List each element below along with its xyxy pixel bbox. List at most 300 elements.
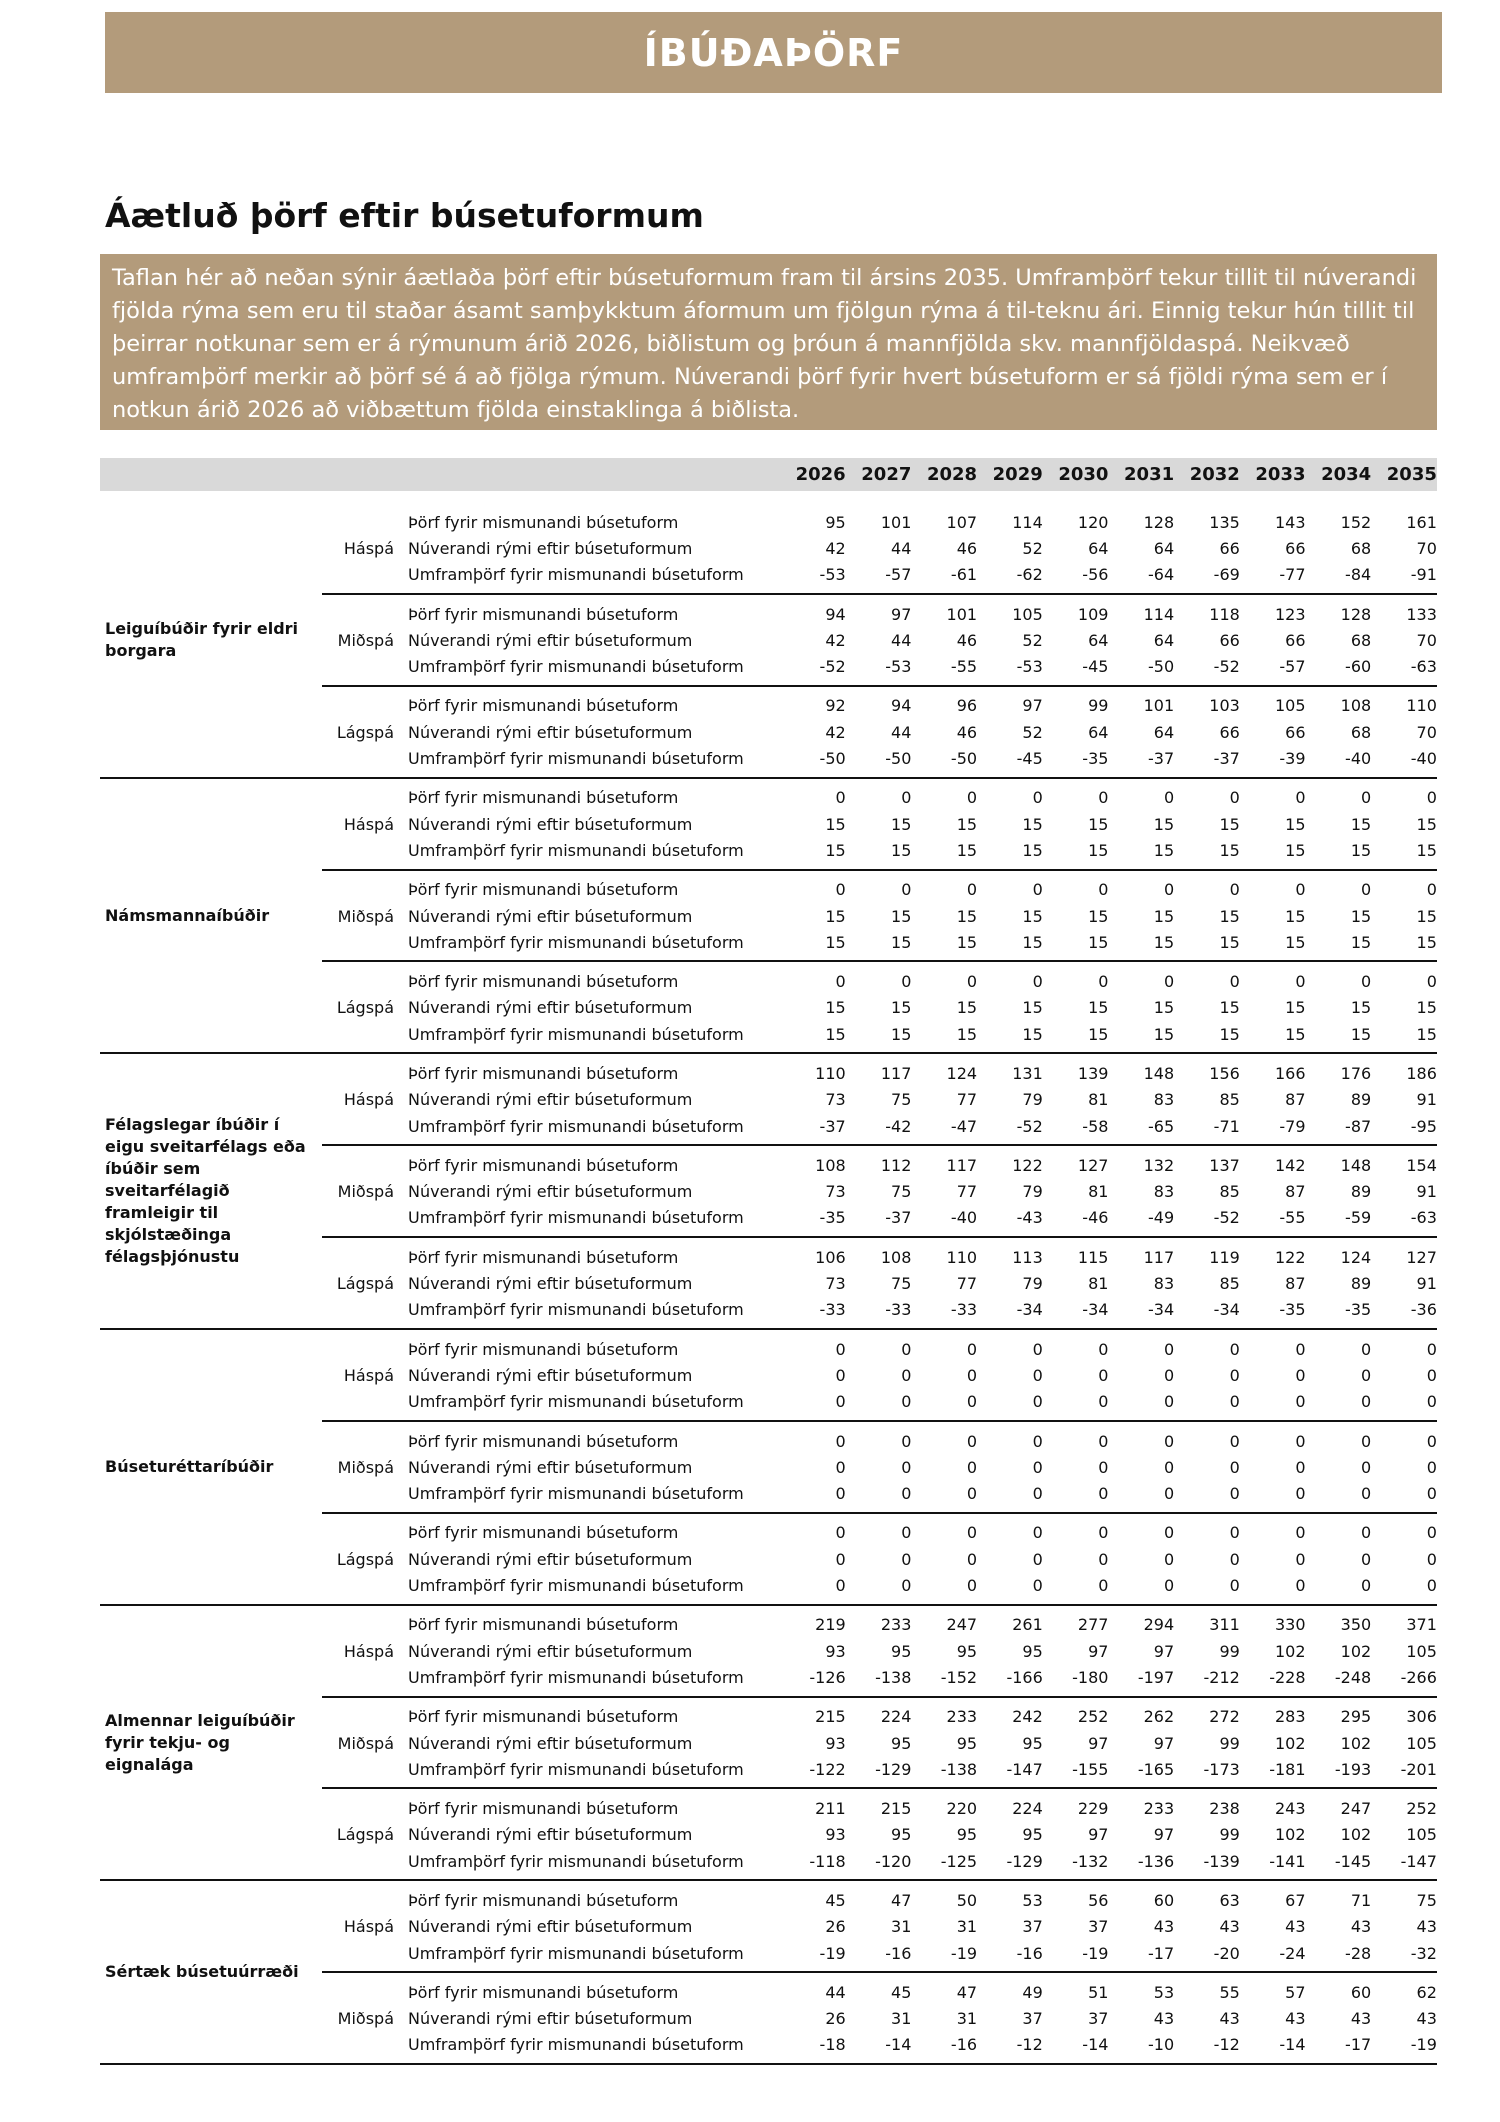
cell-value: 110 (815, 1063, 846, 1083)
cell-value: 43 (1153, 2009, 1175, 2029)
table-row (408, 1848, 1437, 1874)
scenario-name: Miðspá (337, 1733, 394, 1753)
cell-value: 0 (1295, 880, 1306, 900)
table-row (408, 1795, 1437, 1821)
table-row (408, 562, 1437, 588)
cell-value: 49 (1022, 1982, 1043, 2002)
cell-value: 43 (1416, 2009, 1437, 2029)
cell-value: 0 (901, 788, 912, 808)
row-label: Umframþörf fyrir mismunandi búsetuform (408, 1024, 744, 1044)
scenario-group (322, 1422, 1437, 1514)
cell-value: 0 (835, 1549, 846, 1569)
cell-value: 311 (1209, 1615, 1240, 1635)
cell-value: 0 (1032, 1576, 1043, 1596)
cell-value: -125 (940, 1851, 978, 1871)
row-label: Umframþörf fyrir mismunandi búsetuform (408, 1300, 744, 1320)
cell-value: 128 (1143, 512, 1175, 532)
cell-value: 0 (1361, 788, 1372, 808)
scenario-name: Háspá (343, 1917, 394, 1937)
table-row (408, 1887, 1437, 1913)
cell-value: 0 (1032, 1431, 1043, 1451)
table-row (408, 929, 1437, 955)
cell-value: 79 (1022, 1090, 1043, 1110)
cell-value: 66 (1219, 722, 1240, 742)
cell-value: 97 (1153, 1733, 1175, 1753)
cell-value: -37 (819, 1116, 846, 1136)
category-name: Námsmannaíbúðir (105, 905, 270, 925)
cell-value: 15 (1153, 814, 1175, 834)
cell-value: -173 (1203, 1759, 1240, 1779)
cell-value: 45 (825, 1891, 846, 1910)
cell-value: 0 (1426, 972, 1437, 992)
cell-value: 0 (1426, 1457, 1437, 1477)
cell-value: 15 (1350, 840, 1372, 860)
table-row (408, 601, 1437, 627)
cell-value: 83 (1153, 1182, 1175, 1202)
cell-value: 44 (891, 538, 912, 558)
cell-value: -19 (819, 1943, 846, 1963)
cell-value: -34 (1016, 1300, 1043, 1320)
category-group (100, 1881, 1437, 2065)
cell-value: 57 (1285, 1982, 1306, 2002)
table-row (408, 1914, 1437, 1940)
cell-value: 15 (1219, 932, 1240, 952)
cell-value: 15 (956, 840, 978, 860)
category-group (100, 1330, 1437, 1606)
cell-value: -55 (950, 657, 978, 677)
cell-value: -14 (1082, 2035, 1109, 2055)
cell-value: 106 (815, 1247, 846, 1267)
cell-value: 95 (956, 1641, 978, 1661)
row-label: Þörf fyrir mismunandi búsetuform (408, 604, 679, 624)
cell-value: 262 (1143, 1707, 1175, 1727)
cell-value: -120 (875, 1851, 912, 1871)
cell-value: 43 (1350, 2009, 1372, 2029)
cell-value: 102 (1340, 1733, 1372, 1753)
cell-value: 0 (901, 1576, 912, 1596)
scenario-list (322, 1881, 1437, 2063)
cell-value: 118 (1209, 604, 1240, 624)
scenario-name: Lágspá (336, 1825, 394, 1845)
cell-value: 0 (1098, 1549, 1109, 1569)
year-header: 2032 (1189, 464, 1240, 485)
table-row (408, 1362, 1437, 1388)
scenario-group (322, 1606, 1437, 1698)
cell-value: 31 (891, 2009, 912, 2029)
banner-title: ÍBÚÐAÞÖRF (643, 30, 904, 75)
scenario-group (322, 595, 1437, 687)
scenario-group (322, 1054, 1437, 1146)
scenario-group (322, 1881, 1437, 1973)
cell-value: 75 (891, 1182, 912, 1202)
cell-value: 219 (815, 1615, 846, 1635)
cell-value: 15 (1022, 1024, 1043, 1044)
scenario-rows (408, 1152, 1437, 1231)
cell-value: 75 (891, 1090, 912, 1110)
cell-value: 0 (901, 880, 912, 900)
cell-value: 73 (825, 1274, 846, 1294)
cell-value: 43 (1416, 1917, 1437, 1937)
cell-value: 117 (946, 1155, 978, 1175)
year-header: 2034 (1321, 464, 1372, 485)
scenario-list (322, 1054, 1437, 1328)
row-label: Núverandi rými eftir búsetuformum (408, 1365, 693, 1385)
cell-value: 15 (1416, 906, 1437, 926)
scenario-rows (408, 1244, 1437, 1323)
cell-value: 15 (1022, 814, 1043, 834)
scenario-name: Háspá (343, 1090, 394, 1110)
cell-value: 0 (1295, 1392, 1306, 1412)
table-row (408, 1572, 1437, 1598)
cell-value: -47 (950, 1116, 978, 1136)
cell-value: 0 (901, 1549, 912, 1569)
scenario-rows (408, 1795, 1437, 1874)
table-row (408, 1704, 1437, 1730)
cell-value: 51 (1088, 1982, 1109, 2002)
cell-value: 95 (1022, 1733, 1043, 1753)
table-row (408, 1336, 1437, 1362)
cell-value: 85 (1219, 1090, 1240, 1110)
cell-value: 107 (946, 512, 978, 532)
cell-value: -166 (1006, 1667, 1043, 1687)
scenario-group (322, 1973, 1437, 2063)
cell-value: 0 (835, 972, 846, 992)
cell-value: 37 (1022, 1917, 1043, 1937)
cell-value: 0 (835, 1484, 846, 1504)
cell-value: -37 (1213, 749, 1240, 769)
cell-value: 43 (1219, 1917, 1240, 1937)
cell-value: 0 (1032, 1457, 1043, 1477)
cell-value: 252 (1406, 1799, 1437, 1819)
cell-value: 15 (1022, 998, 1043, 1018)
row-label: Umframþörf fyrir mismunandi búsetuform (408, 1208, 744, 1228)
cell-value: -71 (1213, 1116, 1240, 1136)
cell-value: 186 (1406, 1063, 1437, 1083)
table-row (408, 1087, 1437, 1113)
scenario-group (322, 1330, 1437, 1422)
cell-value: 15 (1416, 932, 1437, 952)
cell-value: 0 (1295, 788, 1306, 808)
year-header: 2029 (992, 464, 1043, 485)
row-label: Þörf fyrir mismunandi búsetuform (408, 512, 679, 532)
cell-value: 0 (1098, 880, 1109, 900)
cell-value: 0 (1426, 1339, 1437, 1359)
cell-value: 148 (1340, 1155, 1372, 1175)
row-label: Þörf fyrir mismunandi búsetuform (408, 1523, 679, 1543)
scenario-name: Miðspá (337, 1457, 394, 1477)
cell-value: -59 (1345, 1208, 1372, 1228)
cell-value: 31 (956, 1917, 978, 1937)
row-label: Núverandi rými eftir búsetuformum (408, 538, 693, 558)
cell-value: 0 (1032, 1365, 1043, 1385)
cell-value: 15 (956, 906, 978, 926)
cell-value: 252 (1077, 1707, 1109, 1727)
row-label: Umframþörf fyrir mismunandi búsetuform (408, 1484, 744, 1504)
cell-value: 99 (1219, 1825, 1240, 1845)
table-header-row (100, 458, 1437, 491)
cell-value: 108 (880, 1247, 912, 1267)
cell-value: 220 (946, 1799, 978, 1819)
row-label: Þörf fyrir mismunandi búsetuform (408, 788, 679, 808)
cell-value: -64 (1147, 565, 1175, 585)
cell-value: 66 (1285, 538, 1306, 558)
cell-value: -132 (1072, 1851, 1109, 1871)
table-row (408, 745, 1437, 771)
cell-value: -12 (1016, 2035, 1043, 2055)
cell-value: -37 (1147, 749, 1175, 769)
cell-value: 113 (1012, 1247, 1043, 1267)
cell-value: 52 (1022, 630, 1043, 650)
cell-value: 261 (1012, 1615, 1043, 1635)
row-label: Þörf fyrir mismunandi búsetuform (408, 1707, 679, 1727)
table-row (408, 968, 1437, 994)
cell-value: 0 (1163, 788, 1175, 808)
row-label: Núverandi rými eftir búsetuformum (408, 1549, 693, 1569)
cell-value: 161 (1406, 512, 1437, 532)
cell-value: -40 (1345, 749, 1372, 769)
cell-value: 52 (1022, 722, 1043, 742)
row-label: Þörf fyrir mismunandi búsetuform (408, 1982, 679, 2002)
table-body (100, 503, 1437, 2065)
cell-value: 15 (1088, 998, 1109, 1018)
cell-value: -34 (1213, 1300, 1240, 1320)
cell-value: -35 (1345, 1300, 1372, 1320)
row-label: Umframþörf fyrir mismunandi búsetuform (408, 840, 744, 860)
scenario-group (322, 503, 1437, 595)
cell-value: -65 (1147, 1116, 1175, 1136)
cell-value: 62 (1416, 1982, 1437, 2002)
cell-value: 15 (1153, 1024, 1175, 1044)
cell-value: 0 (1098, 1365, 1109, 1385)
table-row (408, 1546, 1437, 1572)
cell-value: -50 (885, 749, 912, 769)
row-label: Umframþörf fyrir mismunandi búsetuform (408, 932, 744, 952)
cell-value: -42 (885, 1116, 912, 1136)
cell-value: 15 (956, 1024, 978, 1044)
cell-value: 0 (1295, 1457, 1306, 1477)
cell-value: 156 (1209, 1063, 1240, 1083)
cell-value: 15 (1285, 840, 1306, 860)
intro-text: Taflan hér að neðan sýnir áætlaða þörf eftir búsetuformum fram til ársins 2035. Umframþörf tekur tillit til núverandi fjölda rýma sem eru til staðar ásamt samþykktum áformum um fjölgun rýma á til-teknu ári. Einnig tekur hún tillit til þeirrar notkunar sem er á rýmunum árið 2026, biðlistum og þróun á mannfjölda skv. mannfjöldaspá. Neikvæð umframþörf merkir að þörf sé á að fjölga rýmum. Núverandi þörf fyrir hvert búsetuform er sá fjöldi rýma sem er í notkun árið 2026 að viðbættum fjölda einstaklinga á biðlista. (100, 254, 1437, 430)
cell-value: -63 (1410, 1208, 1437, 1228)
cell-value: 0 (1032, 880, 1043, 900)
cell-value: 0 (1098, 1484, 1109, 1504)
cell-value: 0 (835, 1365, 846, 1385)
cell-value: 0 (1361, 1484, 1372, 1504)
cell-value: 0 (1163, 1339, 1175, 1359)
cell-value: 0 (1361, 972, 1372, 992)
cell-value: 46 (956, 538, 978, 558)
cell-value: 0 (1229, 972, 1240, 992)
table-row (408, 1205, 1437, 1231)
cell-value: 73 (825, 1182, 846, 1202)
cell-value: -181 (1269, 1759, 1306, 1779)
cell-value: 110 (1406, 696, 1437, 716)
cell-value: 15 (1219, 906, 1240, 926)
cell-value: -58 (1082, 1116, 1109, 1136)
cell-value: 0 (1163, 1523, 1175, 1543)
cell-value: -118 (809, 1851, 846, 1871)
cell-value: 97 (1088, 1825, 1109, 1845)
category-group (100, 503, 1437, 779)
cell-value: 142 (1274, 1155, 1306, 1175)
cell-value: -152 (940, 1667, 978, 1687)
scenario-rows (408, 785, 1437, 864)
scenario-list (322, 1606, 1437, 1880)
cell-value: 0 (1426, 1431, 1437, 1451)
cell-value: 0 (1098, 1431, 1109, 1451)
cell-value: 95 (1022, 1825, 1043, 1845)
cell-value: 0 (966, 1431, 978, 1451)
cell-value: 233 (880, 1615, 912, 1635)
cell-value: 79 (1022, 1182, 1043, 1202)
section-title: Áætluð þörf eftir búsetuformum (105, 196, 704, 235)
scenario-name: Lágspá (336, 722, 394, 742)
cell-value: 238 (1209, 1799, 1240, 1819)
cell-value: -61 (950, 565, 978, 585)
cell-value: 94 (825, 604, 846, 624)
scenario-rows (408, 601, 1437, 680)
category-group (100, 1054, 1437, 1330)
cell-value: 0 (835, 1576, 846, 1596)
cell-value: -24 (1279, 1943, 1306, 1963)
row-label: Þörf fyrir mismunandi búsetuform (408, 1799, 679, 1819)
table-row (408, 2006, 1437, 2032)
cell-value: 15 (1416, 1024, 1437, 1044)
cell-value: 15 (891, 1024, 912, 1044)
cell-value: 37 (1088, 1917, 1109, 1937)
cell-value: 0 (1229, 1392, 1240, 1412)
row-label: Þörf fyrir mismunandi búsetuform (408, 972, 679, 992)
cell-value: 99 (1088, 696, 1109, 716)
cell-value: 15 (825, 906, 846, 926)
cell-value: 42 (825, 538, 846, 558)
cell-value: 0 (1295, 1523, 1306, 1543)
scenario-rows (408, 968, 1437, 1047)
cell-value: 15 (1350, 1024, 1372, 1044)
cell-value: -53 (885, 657, 912, 677)
cell-value: 79 (1022, 1274, 1043, 1294)
cell-value: 0 (1163, 1576, 1175, 1596)
cell-value: 0 (1098, 788, 1109, 808)
cell-value: 114 (1143, 604, 1175, 624)
scenario-group (322, 1789, 1437, 1879)
cell-value: 0 (1163, 1392, 1175, 1412)
scenario-rows (408, 509, 1437, 588)
cell-value: -45 (1082, 657, 1109, 677)
cell-value: -20 (1213, 1943, 1240, 1963)
table-row (408, 1520, 1437, 1546)
cell-value: 15 (1285, 906, 1306, 926)
cell-value: -212 (1203, 1667, 1240, 1687)
cell-value: -87 (1345, 1116, 1372, 1136)
cell-value: 56 (1088, 1891, 1109, 1910)
cell-value: 89 (1350, 1090, 1372, 1110)
scenario-group (322, 779, 1437, 871)
table-row (408, 1389, 1437, 1415)
cell-value: 97 (1088, 1733, 1109, 1753)
cell-value: -12 (1213, 2035, 1240, 2055)
cell-value: 0 (1295, 1576, 1306, 1596)
cell-value: 15 (1219, 998, 1240, 1018)
cell-value: 105 (1406, 1733, 1437, 1753)
cell-value: 15 (825, 932, 846, 952)
cell-value: 0 (966, 972, 978, 992)
row-label: Umframþörf fyrir mismunandi búsetuform (408, 749, 744, 769)
cell-value: -77 (1279, 565, 1306, 585)
scenario-group (322, 687, 1437, 777)
cell-value: 0 (1361, 1523, 1372, 1543)
cell-value: 99 (1219, 1733, 1240, 1753)
cell-value: 0 (1229, 1576, 1240, 1596)
table-row (408, 837, 1437, 863)
cell-value: 42 (825, 722, 846, 742)
cell-value: -17 (1147, 1943, 1175, 1963)
row-label: Núverandi rými eftir búsetuformum (408, 1457, 693, 1477)
scenario-name: Miðspá (337, 1182, 394, 1202)
table-row (408, 627, 1437, 653)
cell-value: 15 (1022, 906, 1043, 926)
cell-value: 233 (1143, 1799, 1175, 1819)
cell-value: 143 (1274, 512, 1306, 532)
table-row (408, 903, 1437, 929)
cell-value: 0 (1163, 1431, 1175, 1451)
cell-value: 211 (815, 1799, 846, 1819)
category-name: Búseturéttaríbúðir (105, 1456, 274, 1476)
cell-value: 215 (880, 1799, 912, 1819)
scenario-rows (408, 693, 1437, 772)
cell-value: 0 (966, 880, 978, 900)
cell-value: 44 (825, 1982, 846, 2002)
cell-value: 70 (1416, 722, 1437, 742)
cell-value: 66 (1219, 538, 1240, 558)
cell-value: 0 (1361, 1576, 1372, 1596)
table-row (408, 719, 1437, 745)
table-row (408, 1113, 1437, 1139)
cell-value: -34 (1082, 1300, 1109, 1320)
cell-value: -248 (1334, 1667, 1372, 1687)
cell-value: 66 (1285, 722, 1306, 742)
cell-value: -45 (1016, 749, 1043, 769)
cell-value: 102 (1274, 1733, 1306, 1753)
cell-value: 15 (1285, 814, 1306, 834)
cell-value: 15 (825, 814, 846, 834)
cell-value: -43 (1016, 1208, 1043, 1228)
cell-value: 60 (1350, 1982, 1372, 2002)
cell-value: 97 (1022, 696, 1043, 716)
cell-value: 87 (1285, 1182, 1306, 1202)
cell-value: 0 (1032, 1339, 1043, 1359)
cell-value: 15 (1088, 932, 1109, 952)
table-row (408, 1822, 1437, 1848)
cell-value: 102 (1274, 1825, 1306, 1845)
row-label: Umframþörf fyrir mismunandi búsetuform (408, 1759, 744, 1779)
cell-value: 46 (956, 630, 978, 650)
cell-value: 277 (1077, 1615, 1109, 1635)
cell-value: 93 (825, 1733, 846, 1753)
cell-value: -28 (1345, 1943, 1372, 1963)
cell-value: -53 (1016, 657, 1043, 677)
cell-value: -141 (1269, 1851, 1306, 1871)
cell-value: 0 (1295, 1484, 1306, 1504)
scenario-name: Lágspá (336, 1274, 394, 1294)
cell-value: 15 (1350, 932, 1372, 952)
cell-value: 66 (1285, 630, 1306, 650)
cell-value: 15 (1088, 1024, 1109, 1044)
row-label: Núverandi rými eftir búsetuformum (408, 1182, 693, 1202)
cell-value: 0 (835, 1523, 846, 1543)
cell-value: 97 (1153, 1825, 1175, 1845)
